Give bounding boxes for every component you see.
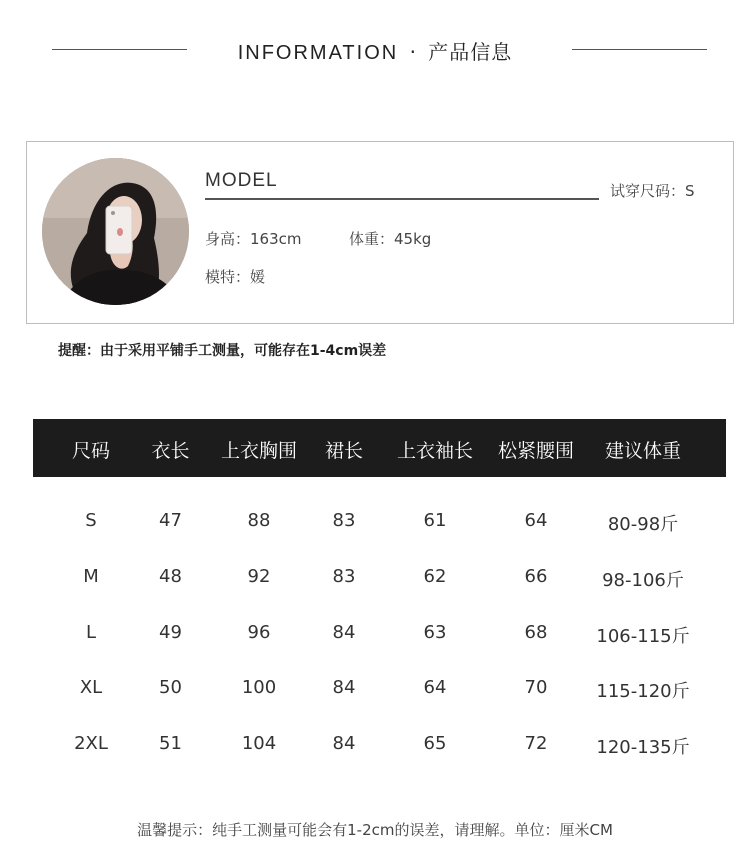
cell-sleeve-length: 62 [423,566,447,587]
header-divider-right [572,49,707,50]
column-header-skirt-length: 裙长 [324,440,363,462]
cell-size: S [85,510,97,531]
section-title [200,36,550,65]
cell-skirt-length: 84 [332,733,356,754]
footer-note: 温馨提示：纯手工测量可能会有1-2cm的误差，请理解。单位：厘米CM [137,821,613,839]
cell-length: 49 [159,622,182,643]
model-avatar [42,158,189,305]
cell-waist: 70 [524,677,548,698]
column-header-sleeve-length: 上衣袖长 [396,440,473,462]
cell-waist: 64 [524,510,548,531]
table-row [33,733,726,763]
section-title-en: INFORMATION [237,42,399,64]
cell-length: 51 [159,733,182,754]
table-row [33,566,726,596]
column-header-weight: 建议体重 [604,440,681,462]
cell-bust: 96 [247,622,271,643]
cell-sleeve-length: 65 [423,733,447,754]
cell-bust: 104 [241,733,277,754]
cell-waist: 68 [524,622,548,643]
size-tried: 试穿尺码：S [610,182,695,200]
model-weight: 体重：45kg [349,230,432,248]
cell-weight: 98-106斤 [602,570,684,591]
cell-size: XL [79,677,103,698]
column-header-length: 衣长 [151,440,190,462]
section-title-cn: 产品信息 [428,40,513,64]
table-row [33,510,726,540]
cell-size: M [83,566,99,587]
model-photo-illustration [42,158,189,305]
cell-skirt-length: 84 [332,622,356,643]
cell-length: 48 [159,566,182,587]
cell-skirt-length: 83 [332,510,356,531]
cell-bust: 92 [247,566,271,587]
cell-length: 50 [159,677,182,698]
column-header-bust: 上衣胸围 [220,440,297,462]
cell-weight: 106-115斤 [596,626,690,647]
table-row [33,622,726,652]
cell-length: 47 [159,510,182,531]
size-table-header [33,419,726,477]
column-header-size: 尺码 [71,440,110,462]
measurement-reminder: 提醒：由于采用平铺手工测量，可能存在1-4cm误差 [58,343,387,359]
section-title-separator: · [409,40,417,64]
model-label: MODEL [205,170,278,191]
cell-waist: 66 [524,566,548,587]
cell-sleeve-length: 63 [423,622,447,643]
model-info-card [26,141,734,324]
model-height: 身高：163cm [205,230,302,248]
table-row [33,677,726,707]
header-divider-left [52,49,187,50]
cell-weight: 80-98斤 [607,514,679,535]
cell-size: L [85,622,97,643]
cell-sleeve-length: 61 [423,510,447,531]
column-header-waist: 松紧腰围 [497,440,574,462]
cell-waist: 72 [524,733,548,754]
cell-bust: 88 [247,510,271,531]
cell-weight: 120-135斤 [596,737,690,758]
cell-skirt-length: 84 [332,677,356,698]
model-name: 模特：媛 [205,268,266,286]
cell-sleeve-length: 64 [423,677,447,698]
cell-weight: 115-120斤 [596,681,690,702]
cell-size: 2XL [74,733,108,754]
cell-bust: 100 [241,677,277,698]
model-underline [205,198,599,200]
cell-skirt-length: 83 [332,566,356,587]
